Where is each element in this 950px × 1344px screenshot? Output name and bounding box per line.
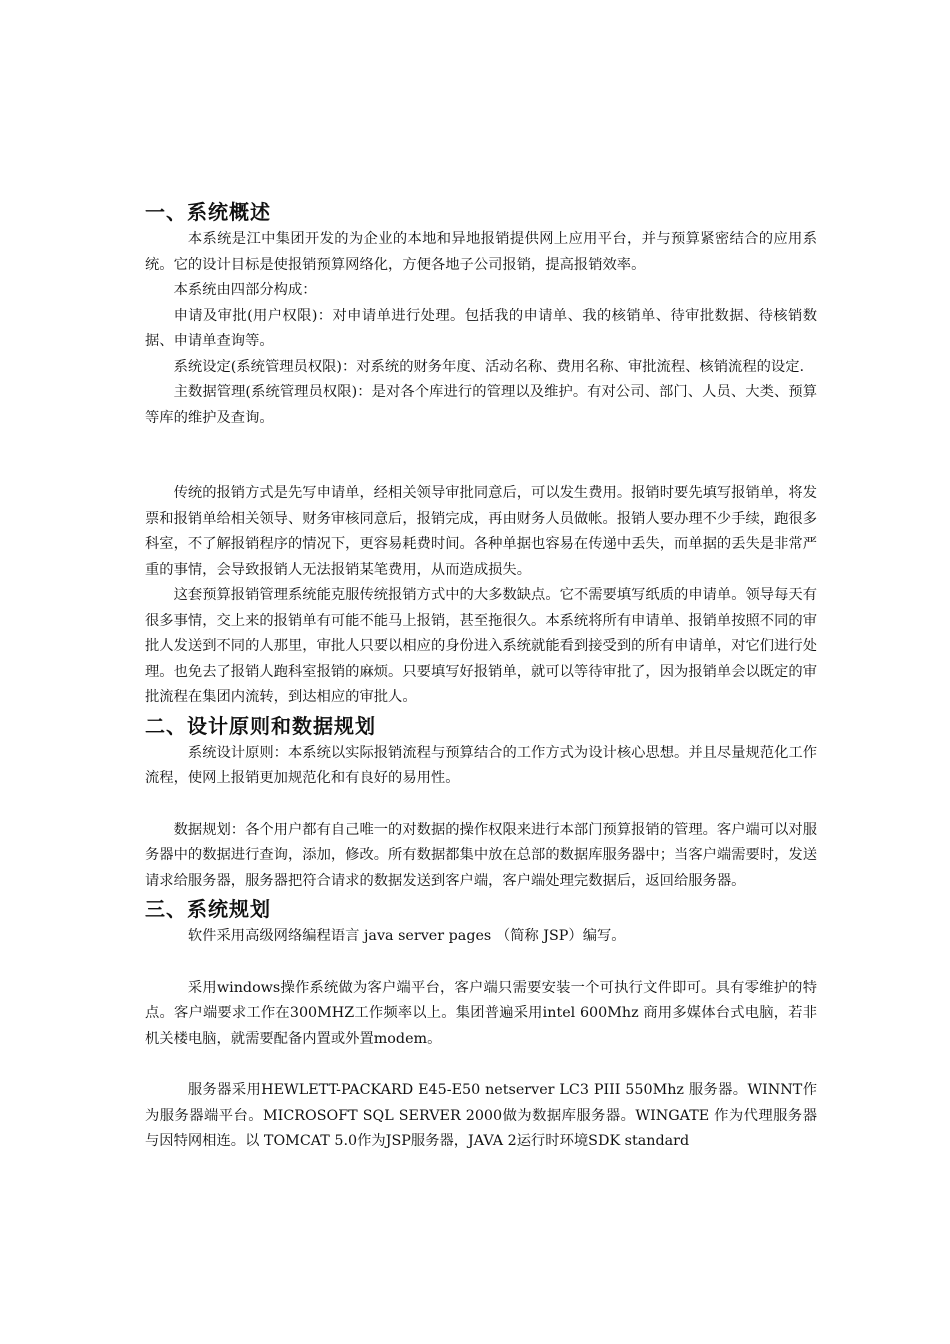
blank-line — [145, 1052, 817, 1078]
overview-intro-paragraph: 本系统是江中集团开发的为企业的本地和异地报销提供网上应用平台，并与预算紧密结合的应用系统。它的设计目标是使报销预算网络化，方便各地子公司报销，提高报销效率。 — [145, 231, 817, 273]
blank-line — [145, 792, 817, 818]
server-platform-paragraph: 服务器采用HEWLETT-PACKARD E45-E50 netserver LC3 PIII 550Mhz 服务器。WINNT作为服务器端平台。MICROSOFT SQL SERVER 2000做为数据库服务器。WINGATE 作为代理服务器与因特网相连。以 TOMCAT 5.0作为JSP服务器，JAVA 2运行时环境SDK standard — [145, 1082, 817, 1149]
part-master-data: 主数据管理(系统管理员权限)：是对各个库进行的管理以及维护。有对公司、部门、人员、大类、预算等库的维护及查询。 — [145, 384, 817, 426]
system-parts-intro: 本系统由四部分构成： — [173, 282, 317, 298]
traditional-method-paragraph: 传统的报销方式是先写申请单，经相关领导审批同意后，可以发生费用。报销时要先填写报销单，将发票和报销单给相关领导、财务审核同意后，报销完成，再由财务人员做帐。报销人要办理不少手续，跑很多科室，不了解报销程序的情况下，更容易耗费时间。各种单据也容易在传递中丢失，而单据的丢失是非常严重的事情，会导致报销人无法报销某笔费用，从而造成损失。 — [145, 485, 817, 578]
client-platform-paragraph: 采用windows操作系统做为客户端平台，客户端只需要安装一个可执行文件即可。具有零维护的特点。客户端要求工作在300MHZ工作频率以上。集团普遍采用intel 600Mhz 商用多媒体台式电脑，若非机关楼电脑，就需要配备内置或外置modem。 — [145, 979, 817, 1047]
section-heading-overview: 一、系统概述 — [145, 200, 271, 224]
part-application-approval: 申请及审批(用户权限)：对申请单进行处理。包括我的申请单、我的核销单、待审批数据、待核销数据、申请单查询等。 — [145, 307, 817, 349]
blank-line — [145, 950, 817, 976]
language-paragraph: 软件采用高级网络编程语言 java server pages （简称 JSP）编写。 — [187, 928, 626, 944]
document-body — [145, 197, 817, 1155]
section-heading-planning: 三、系统规划 — [145, 897, 271, 921]
section-heading-design: 二、设计原则和数据规划 — [145, 713, 376, 738]
blank-line — [145, 456, 817, 481]
blank-line — [145, 431, 817, 456]
design-principle-paragraph: 系统设计原则：本系统以实际报销流程与预算结合的工作方式为设计核心思想。并且尽量规范化工作流程，使网上报销更加规范化和有良好的易用性。 — [145, 744, 817, 786]
system-advantage-paragraph: 这套预算报销管理系统能克服传统报销方式中的大多数缺点。它不需要填写纸质的申请单。领导每天有很多事情，交上来的报销单有可能不能马上报销，甚至拖很久。本系统将所有申请单、报销单按照不同的审批人发送到不同的人那里，审批人只要以相应的身份进入系统就能看到接受到的所有申请单，对它们进行处理。也免去了报销人跑科室报销的麻烦。只要填写好报销单，就可以等待审批了，因为报销单会以既定的审批流程在集团内流转，到达相应的审批人。 — [145, 587, 817, 705]
data-plan-paragraph: 数据规划：各个用户都有自己唯一的对数据的操作权限来进行本部门预算报销的管理。客户端可以对服务器中的数据进行查询，添加，修改。所有数据都集中放在总部的数据库服务器中；当客户端需要时，发送请求给服务器，服务器把符合请求的数据发送到客户端，客户端处理完数据后，返回给服务器。 — [145, 821, 817, 889]
part-system-settings: 系统设定(系统管理员权限)：对系统的财务年度、活动名称、费用名称、审批流程、核销流程的设定. — [173, 358, 805, 375]
